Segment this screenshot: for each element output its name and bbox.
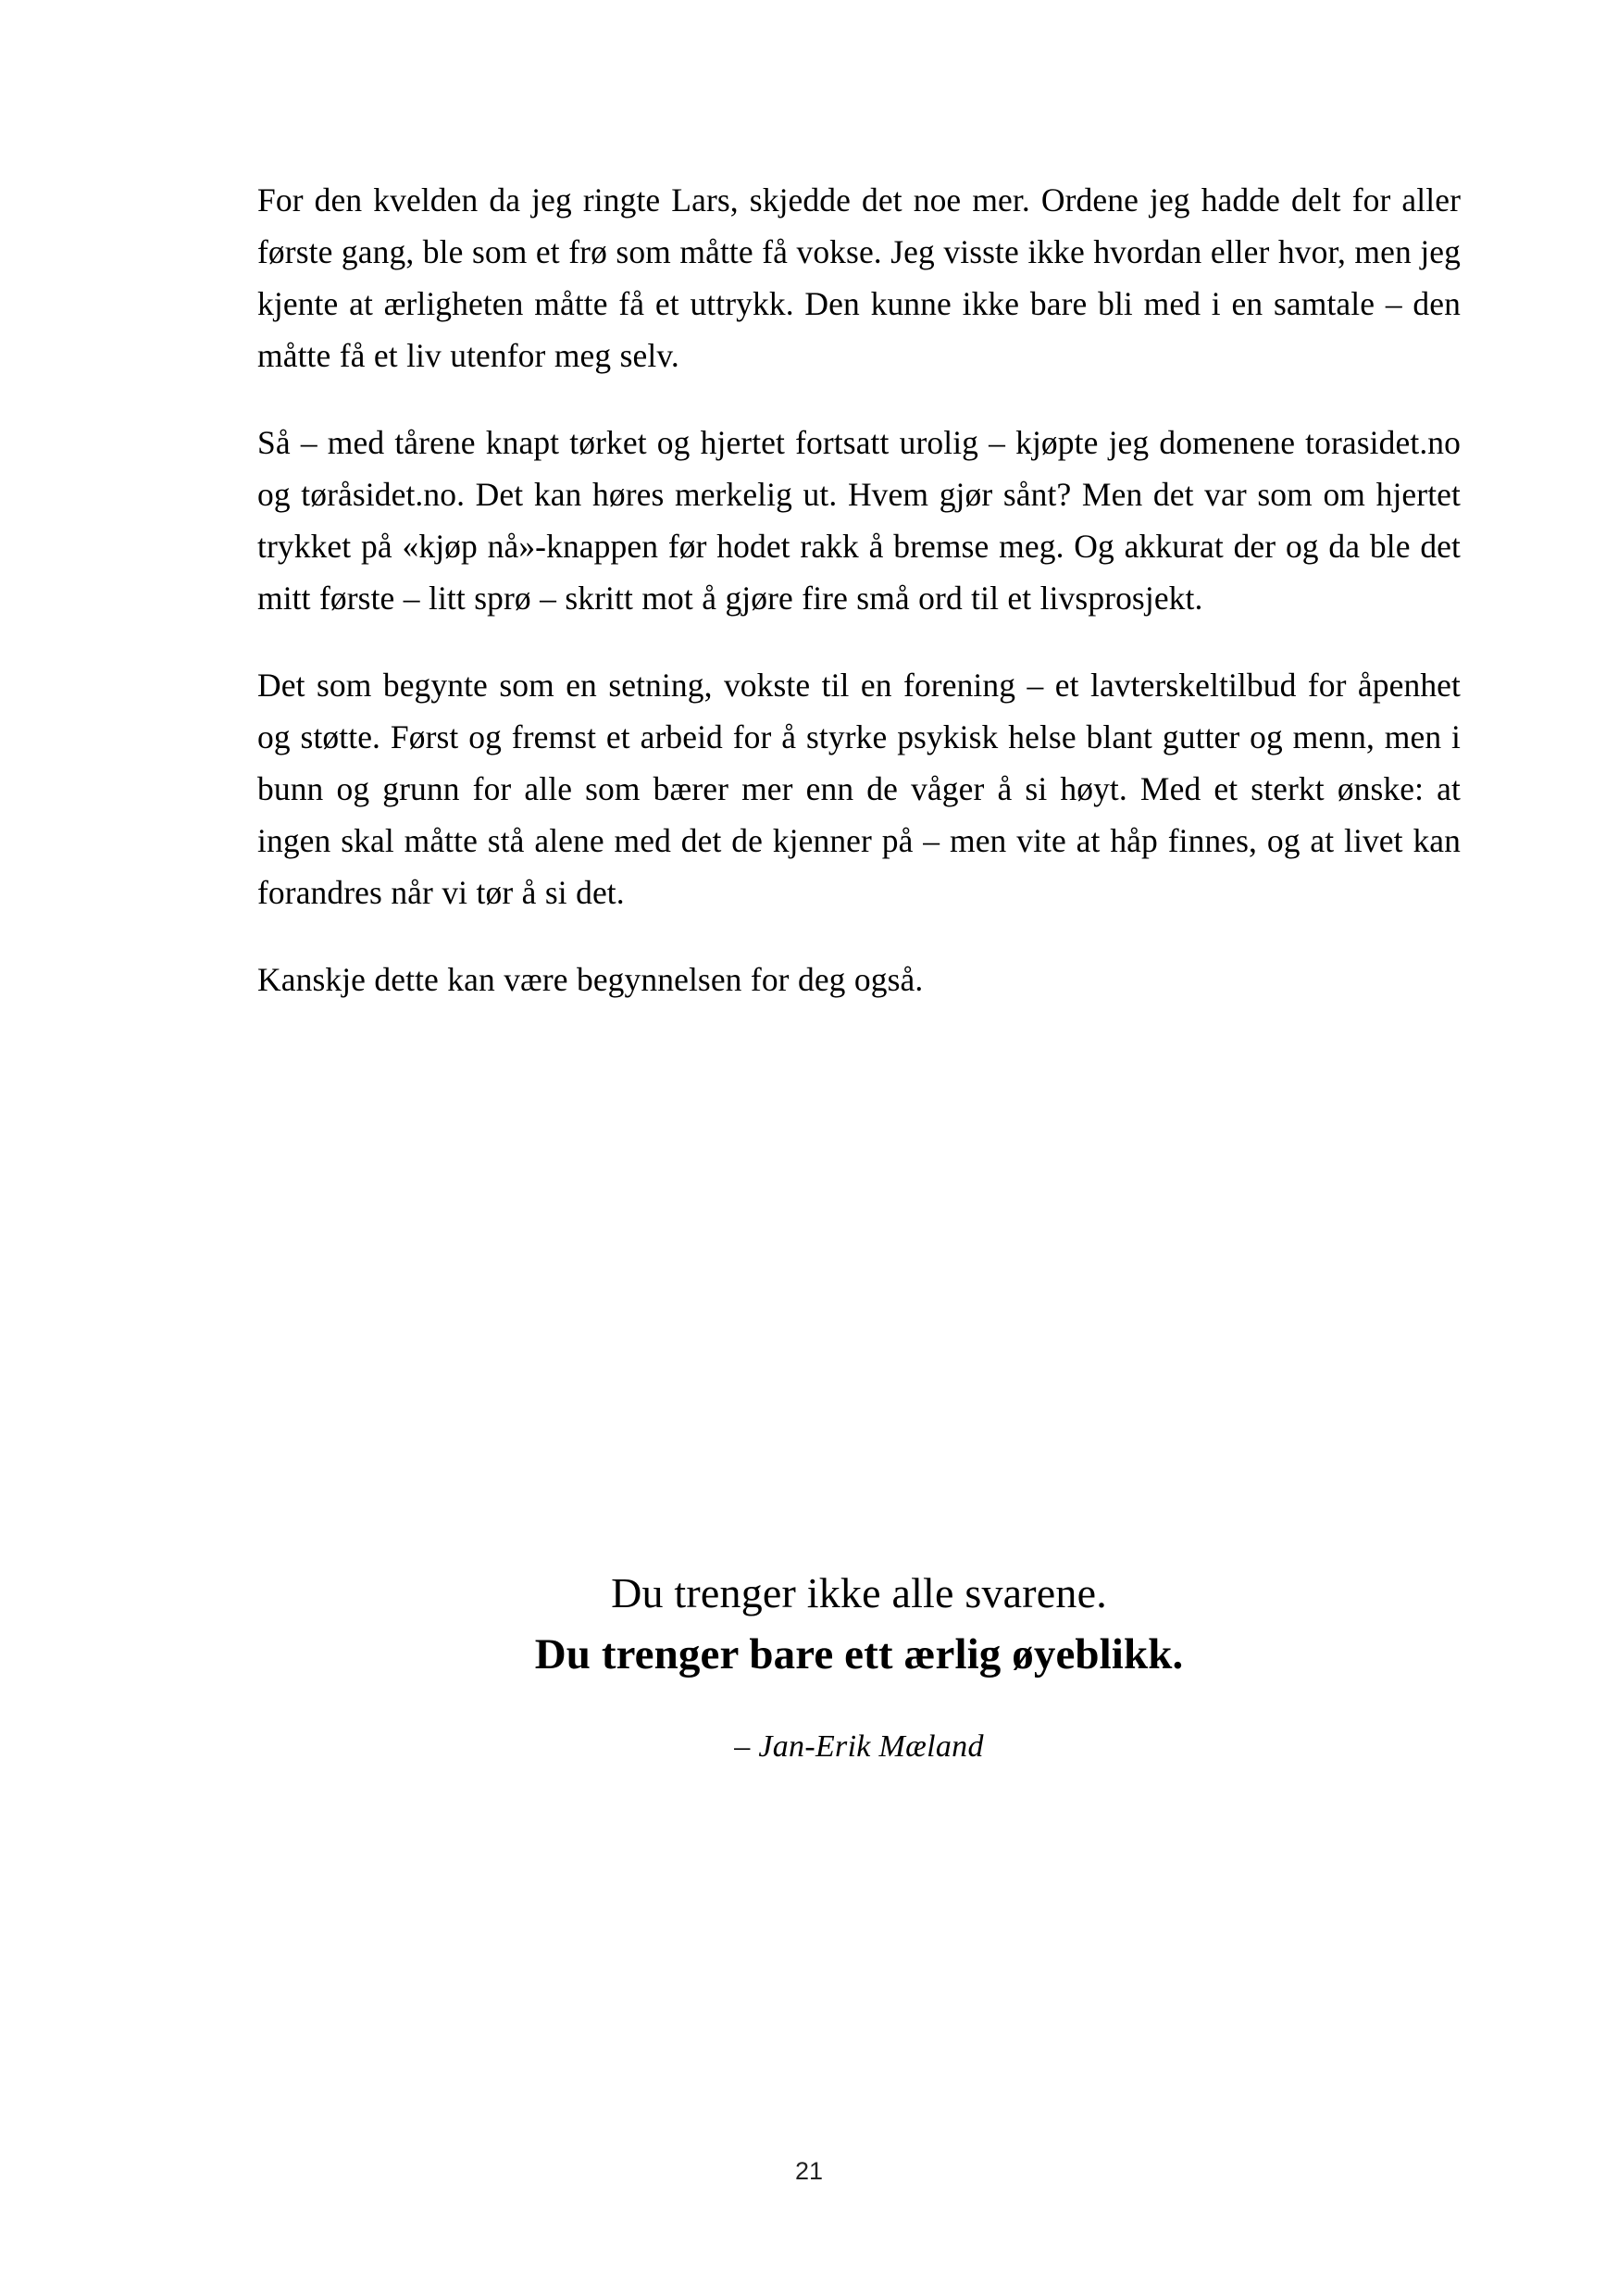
body-paragraph-2: Så – med tårene knapt tørket og hjertet fortsatt urolig – kjøpte jeg domenene torasidet.no og tøråsidet.no. Det kan høres merkelig ut. Hvem gjør sånt? Men det var som om hjertet trykket på «kjøp nå»-knappen før hodet rakk å bremse meg. Og akkurat der og da ble det mitt første – litt sprø – skritt mot å gjøre fire små ord til et livsprosjekt. bbox=[257, 424, 1461, 617]
pull-quote-line-2: Du trenger bare ett ærlig øyeblikk. bbox=[534, 1630, 1184, 1678]
body-text-block bbox=[257, 174, 1461, 1005]
page-number: 21 bbox=[794, 2157, 824, 2185]
pull-quote-attribution: – Jan-Erik Mæland bbox=[734, 1729, 984, 1764]
body-paragraph-3: Det som begynte som en setning, vokste til en forening – et lavterskeltilbud for åpenhet og støtte. Først og fremst et arbeid for å styrke psykisk helse blant gutter og menn, men i bunn og grunn for alle som bærer mer enn de våger å si høyt. Med et sterkt ønske: at ingen skal måtte stå alene med det de kjenner på – men vite at håp finnes, og at livet kan forandres når vi tør å si det. bbox=[257, 667, 1461, 911]
body-paragraph-1: For den kvelden da jeg ringte Lars, skjedde det noe mer. Ordene jeg hadde delt for aller første gang, ble som et frø som måtte få vokse. Jeg visste ikke hvordan eller hvor, men jeg kjente at ærligheten måtte få et uttrykk. Den kunne ikke bare bli med i en samtale – den måtte få et liv utenfor meg selv. bbox=[257, 181, 1461, 374]
pull-quote bbox=[257, 1565, 1461, 1765]
body-paragraph-4: Kanskje dette kan være begynnelsen for deg også. bbox=[257, 961, 924, 998]
pull-quote-line-1: Du trenger ikke alle svarene. bbox=[611, 1569, 1107, 1616]
